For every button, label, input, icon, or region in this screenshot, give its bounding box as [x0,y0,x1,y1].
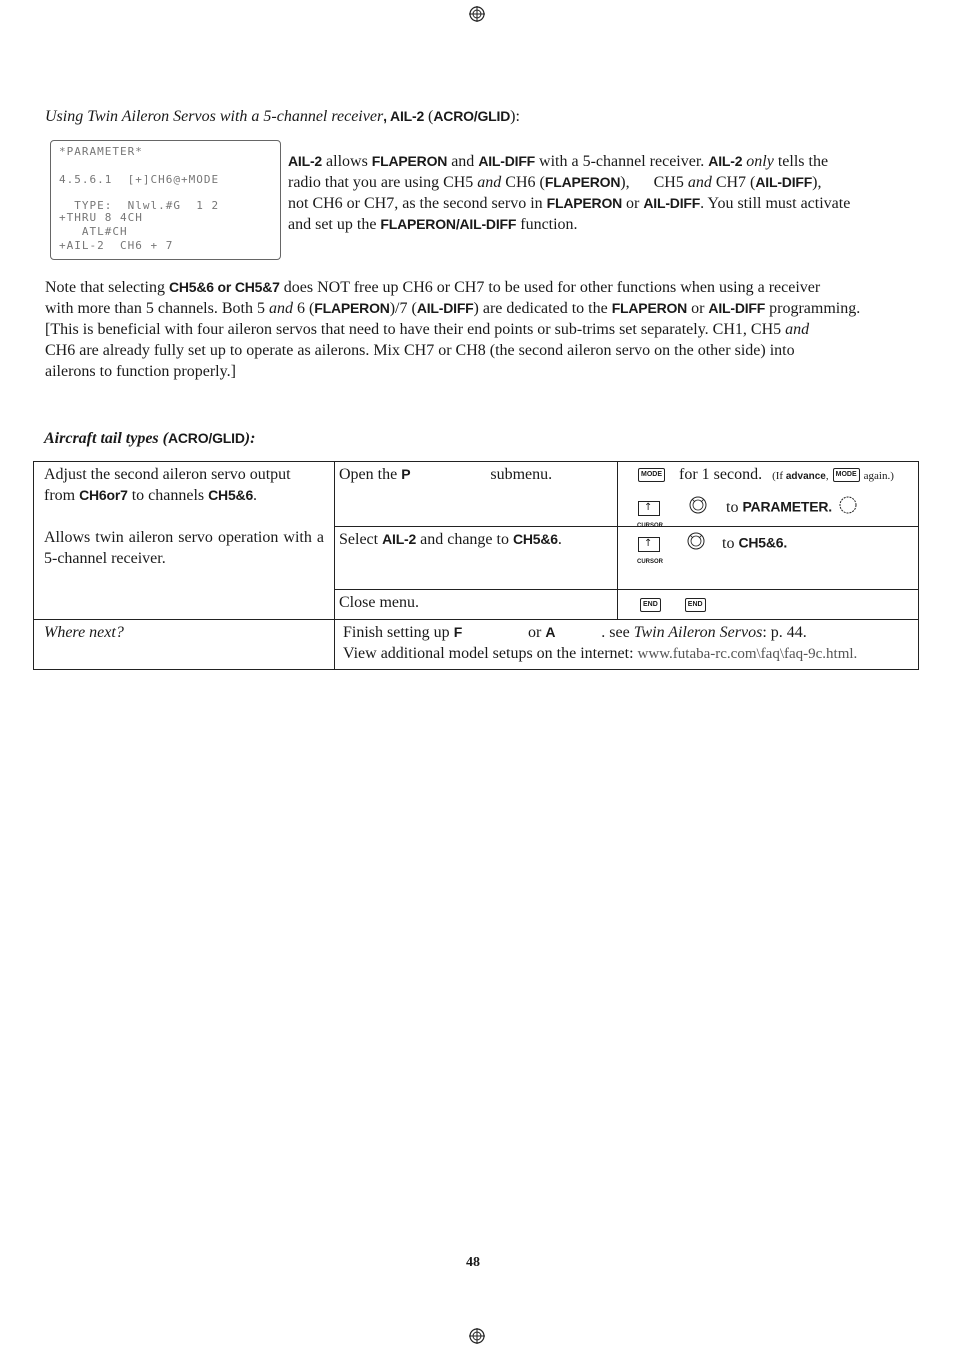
cursor-key-icon: ↑ CURSOR [637,537,664,565]
step-open-menu: Open the P submenu. [335,462,618,527]
lcd-screen [50,140,281,260]
lcd-line: ATL#CH [59,225,128,238]
intro-paragraph: AIL-2 allows FLAPERON and AIL-DIFF with a 5-channel receiver. AIL-2 only tells the radio that you are using CH5 and CH6 (FLAPERON), CH5 and CH7 (AIL-DIFF), not CH6 or CH7, as the second servo in FLAPERON or AIL-DIFF. You still must activate and set up the FLAPERON/AIL-DIFF function. [288,153,851,233]
page-number: 48 [466,1255,480,1270]
registration-mark-top [469,6,485,22]
lcd-line: *PARAMETER* [59,145,143,158]
description-cell: Adjust the second aileron servo output from CH6or7 to channels CH5&6. Allows twin aileron servo operation with a 5-channel receiver. [34,462,335,620]
step-select: Select AIL-2 and change to CH5&6. [335,527,618,590]
dial-icon [688,495,708,521]
dial-icon [686,531,706,557]
instruction-table [33,461,919,670]
registration-mark-bottom [469,1328,485,1344]
lcd-line: +AIL-2 CH6 + 7 [59,239,174,252]
lcd-line: +THRU 8 4CH [59,211,143,224]
note-paragraph: Note that selecting CH5&6 or CH5&7 does NOT free up CH6 or CH7 to be used for other functions when using a receiver with more than 5 channels. Both 5 and 6 (FLAPERON)/7 (AIL-DIFF) are dedicated to the FLAPERON or AIL-DIFF programming. [This is beneficial with four aileron servos that need to have their end points or sub-trims set separately. CH1, CH5 and CH6 are already fully set up to operate as ailerons. Mix CH7 or CH8 (the second aileron servo on the other side) into ailerons to function properly.] [45,279,861,380]
step-open-keys: MODE for 1 second. (If advance, MODE again.) ↑ CURSOR to PARAMETER. [618,462,919,527]
lcd-line: TYPE: Nlwl.#G 1 2 [59,199,220,212]
cursor-key-icon: ↑ CURSOR [637,501,664,529]
lcd-line: 4.5.6.1 [+]CH6@+MODE [59,173,220,186]
step-close-keys [618,590,919,620]
step-select-keys: ↑ CURSOR to CH5&6. [618,527,919,590]
end-key-icon: END [640,598,661,612]
press-dial-icon [836,495,860,521]
mode-key-icon: MODE [638,468,665,482]
faq-link[interactable]: www.futaba-rc.com\faq\faq-9c.html. [637,646,858,662]
where-next-content: Finish setting up F or A . see Twin Aileron Servos: p. 44. View additional model setups on the internet: www.futaba-rc.com\faq\faq-9c.html. [335,620,919,670]
step-close: Close menu. [335,590,618,620]
end-key-icon: END [685,598,706,612]
section-heading-tail-types: Aircraft tail types (ACRO/GLID): [44,430,256,447]
mode-key-icon: MODE [833,468,860,482]
section-heading-twin-aileron: Using Twin Aileron Servos with a 5-channel receiver, AIL-2 (ACRO/GLID): [45,108,520,125]
where-next-label: Where next? [34,620,335,670]
